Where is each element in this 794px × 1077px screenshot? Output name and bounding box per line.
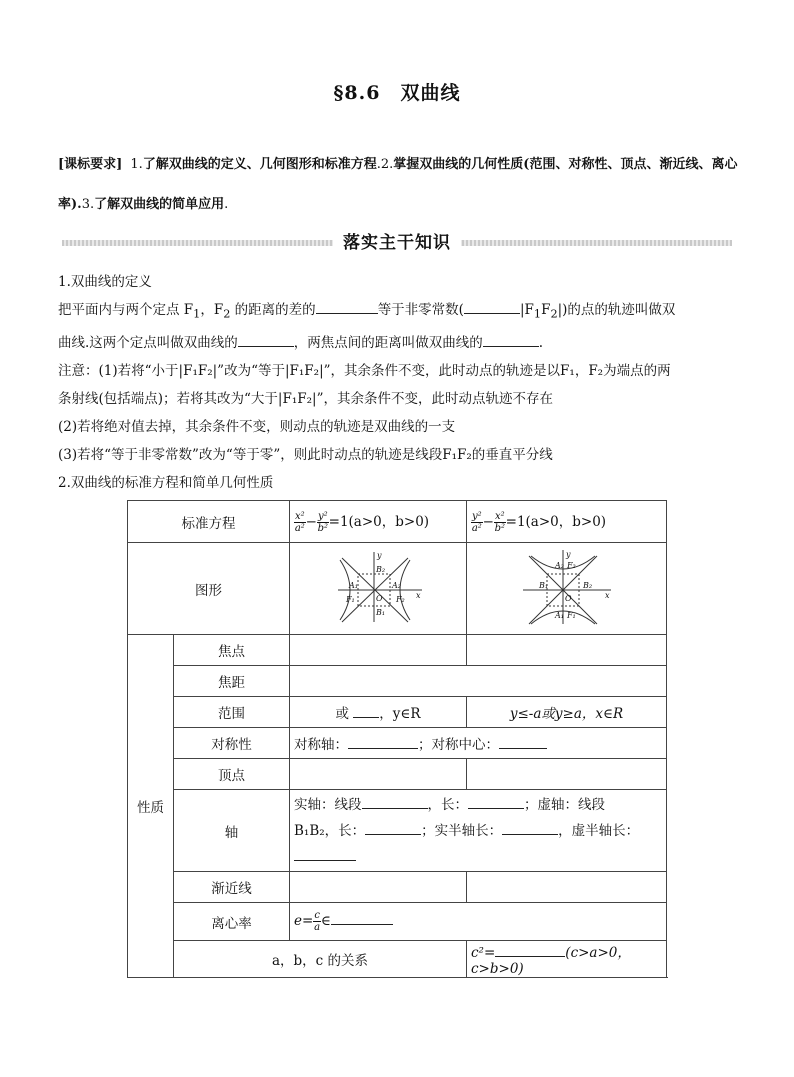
fill-blank[interactable] [331, 910, 393, 925]
focus-cell-2[interactable] [467, 635, 667, 666]
svg-text:y: y [377, 550, 382, 560]
def-text: F [541, 302, 551, 318]
page-title: §8.6 双曲线 [333, 82, 461, 104]
req-end: . [224, 197, 229, 212]
row-label-graph: 图形 [128, 543, 290, 635]
row-label-focal-distance: 焦距 [174, 666, 290, 697]
definition-line-1: 把平面内与两个定点 $F_1$，$F_2$ 的距离的差的 等于非零常数( $|F_1F_2|$)的点的轨迹叫做双 [58, 296, 738, 329]
row-label-standard-equation: 标准方程 [128, 501, 290, 543]
def-text: . [538, 334, 544, 351]
definition-heading: 1.双曲线的定义 [58, 274, 152, 290]
range-cell-1: 或 ，y∈R [290, 697, 467, 728]
req-number-3: 3. [81, 197, 95, 212]
def-text: 等于非零常数( [377, 302, 464, 318]
definition-line-2 [58, 329, 738, 357]
range-cell-2: y≤-a或y≥a，x∈R [467, 697, 667, 728]
focus-cell-1[interactable] [290, 635, 467, 666]
fill-blank[interactable] [464, 299, 520, 314]
svg-text:F₂: F₂ [396, 594, 405, 604]
svg-text:A₂: A₂ [554, 560, 564, 570]
req-text-2: 掌握双曲线的几何性质 [393, 157, 524, 172]
req-number-2: .2. [376, 157, 394, 172]
hyperbola-properties-table [127, 500, 667, 978]
definition-section [58, 268, 738, 497]
fill-blank[interactable] [294, 846, 356, 861]
row-label-focus: 焦点 [174, 635, 290, 666]
graph-vertical-hyperbola [467, 543, 667, 635]
note-line-4: (3)若将“等于非零常数”改为“等于零”，则此时动点的轨迹是线段F₁F₂的垂直平分线 [58, 446, 553, 463]
svg-text:F₂: F₂ [566, 560, 576, 570]
fill-blank[interactable] [502, 820, 558, 835]
req-text-3: 了解双曲线的简单应用 [94, 197, 225, 212]
def-text: ，两焦点间的距离叫做双曲线的 [293, 334, 483, 351]
svg-text:O: O [564, 593, 572, 603]
section-banner [62, 228, 732, 254]
banner-title: 落实主干知识 [333, 233, 461, 253]
asymptote-cell-2[interactable] [467, 872, 667, 903]
note-line-1: 注意：(1)若将“小于|F₁F₂|”改为“等于|F₁F₂|”，其余条件不变，此时动点的轨迹是以F₁，F₂为端点的两 [58, 362, 671, 379]
svg-text:x: x [416, 590, 421, 600]
svg-text:B₁: B₁ [376, 607, 386, 617]
vertex-cell-1[interactable] [290, 759, 467, 790]
def-text: |)的点的轨迹叫做双 [557, 302, 676, 318]
def-text: 的距离的差的 [230, 302, 316, 318]
properties-label: 性质 [128, 635, 174, 978]
row-label-abc-relation: a，b，c 的关系 [174, 941, 467, 978]
fill-blank[interactable] [353, 703, 379, 718]
equation-x-axis: $\frac{\text{x²}}{\text{a²}}$ − $\frac{\text{y²}}{\text{b²}}$ =1(a>0，b>0) [290, 501, 467, 543]
def-text: 曲线.这两个定点叫做双曲线的 [58, 334, 238, 351]
vertical-hyperbola-figure [517, 548, 617, 626]
row-label-axis: 轴 [174, 790, 290, 872]
svg-text:O: O [376, 593, 383, 603]
svg-text:A₁: A₁ [554, 610, 564, 620]
svg-text:F₁: F₁ [346, 594, 355, 604]
fill-blank[interactable] [499, 734, 547, 749]
row-label-eccentricity: 离心率 [174, 903, 290, 941]
curriculum-requirements [58, 145, 748, 225]
asymptote-cell-1[interactable] [290, 872, 467, 903]
symmetry-cell: 对称轴： ；对称中心： [290, 728, 667, 759]
def-text: ，F [200, 302, 224, 318]
svg-text:A₁: A₁ [349, 580, 358, 590]
fill-blank[interactable] [362, 794, 428, 809]
fill-blank[interactable] [238, 332, 294, 347]
req-text-2b: (范围、对称性、顶点、渐近线、离心率). [58, 157, 738, 212]
note-line-2: 条射线(包括端点)；若将其改为“大于|F₁F₂|”，其余条件不变，此时动点轨迹不存在 [58, 390, 553, 407]
equation-y-axis: $\frac{\text{y²}}{\text{a²}}$ − $\frac{\text{x²}}{\text{b²}}$ =1(a>0，b>0) [467, 501, 667, 543]
row-label-range: 范围 [174, 697, 290, 728]
properties-heading: 2.双曲线的标准方程和简单几何性质 [58, 474, 274, 491]
svg-text:y: y [565, 549, 571, 559]
axis-cell: 实轴：线段 ，长： ；虚轴：线段 B₁B₂，长： ；实半轴长： ，虚半轴长： [290, 790, 667, 872]
svg-text:B₂: B₂ [582, 580, 592, 590]
def-text: |F [519, 302, 534, 318]
fill-blank[interactable] [365, 820, 421, 835]
fill-blank[interactable] [468, 794, 524, 809]
focal-distance-cell[interactable] [290, 666, 667, 697]
svg-text:B₁: B₁ [538, 580, 548, 590]
fill-blank[interactable] [483, 332, 539, 347]
row-label-symmetry: 对称性 [174, 728, 290, 759]
row-label-asymptote: 渐近线 [174, 872, 290, 903]
eccentricity-cell: e= $\frac{c}{a}$ ∈ [290, 903, 667, 941]
fill-blank[interactable] [316, 299, 378, 314]
svg-text:x: x [604, 590, 610, 600]
vertex-cell-2[interactable] [467, 759, 667, 790]
req-text-1: 了解双曲线的定义、几何图形和标准方程 [142, 157, 377, 172]
svg-text:B₂: B₂ [376, 564, 386, 574]
note-line-3: (2)若将绝对值去掉，其余条件不变，则动点的轨迹是双曲线的一支 [58, 418, 456, 435]
horizontal-hyperbola-figure [328, 548, 428, 626]
svg-text:F₁: F₁ [566, 610, 576, 620]
abc-relation-cell: c²= (c>a>0，c>b>0) [467, 941, 667, 978]
req-number-1: 1. [130, 157, 143, 172]
graph-horizontal-hyperbola [290, 543, 467, 635]
fill-blank[interactable] [348, 734, 418, 749]
row-label-vertex: 顶点 [174, 759, 290, 790]
requirements-tag: [课标要求] [58, 157, 123, 172]
fill-blank[interactable] [495, 942, 565, 957]
def-text: 把平面内与两个定点 F [58, 302, 194, 318]
svg-text:A₂: A₂ [392, 580, 401, 590]
